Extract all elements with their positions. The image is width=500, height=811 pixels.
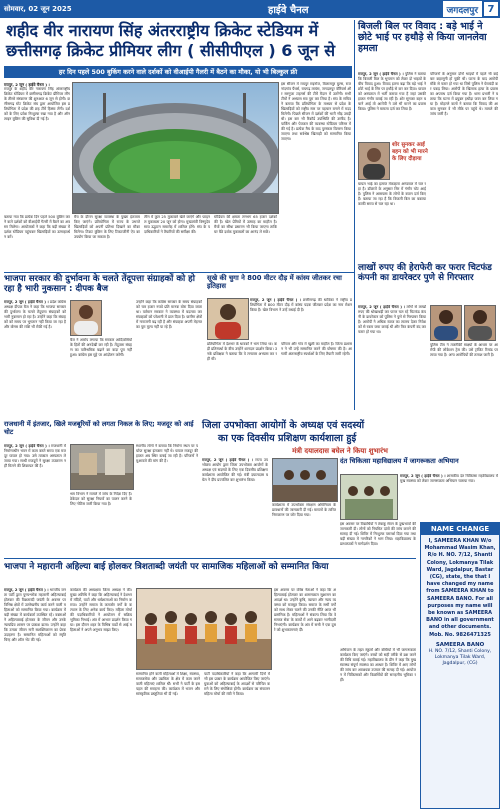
director-photo-2 (464, 305, 496, 341)
story8-body-3: सम्मानित होने वाली महिलाओं में शिक्षा, स्वास्थ्य, समाजसेवा और उद्यमिता के क्षेत्र में काम करने वाली महिलाएं शामिल थीं। सभी ने पार्टी के इस पहल की सराहना की। कार्यक्रम में भजन और सांस्कृतिक प्रस्तुतियां भी दी गईं। (136, 672, 200, 696)
story2-body-2: बैज ने आरोप लगाया कि सरकार आदिवासियों के हितों की अनदेखी कर रही है। तेंदूपत्ता संग्रहण का पारिश्रमिक बढ़ाने का वादा पूरा नहीं हुआ। कांग्रेस इस मुद्दे पर आंदोलन करेगी। (70, 338, 132, 357)
story2-dateline: रायपुर, 2 जून ( हाईवे चैनल ) । (4, 300, 49, 304)
story3-dateline: रायपुर, 2 जून ( हाईवे चैनल ) । (250, 298, 301, 302)
lead-body-3: मैच के दौरान सुरक्षा व्यवस्था के पुख्ता इंतजाम किए जाएंगे। प्रतियोगिता में राज्य के उभरते खिलाड़ियों को अपनी प्रतिभा दिखाने का मौका मिलेगा। टिकट बुकिंग के लिए टिकटजीनी ऐप का उपयोग किया जा सकता है। (74, 215, 140, 239)
story6-body-1: रायपुर, 2 जून ( हाईवे चैनल ) । राज्य उपभोक्ता आयोग द्वारा जिला उपभोक्ता आयोगों के अध्यक्ष एवं सदस्यों के लिए एक दिवसीय प्रशिक्षण कार्यशाला आयोजित की गई। मंत्री दयालदास बघेल ने दीप प्रज्वलित कर शुभारंभ किया। (202, 458, 268, 482)
lead-col-1 (4, 82, 70, 177)
lead-body-5: स्टेडियम की क्षमता लगभग 65 हजार दर्शकों की है। खेल प्रेमियों में उत्साह का माहौल है। मैचों का सीधा प्रसारण भी किया जाएगा ताकि घर बैठे दर्शक मुकाबलों का आनंद ले सकें। (214, 215, 277, 234)
story6-headline-2: का एक दिवसीय प्रशिक्षण कार्यशाला हुई (218, 433, 357, 444)
story6-body-2: कार्यशाला में उपभोक्ता संरक्षण अधिनियम के प्रावधानों की जानकारी दी गई। मामलों के त्वरित निराकरण पर जोर दिया गया। (272, 503, 336, 517)
story5-body-2: श्रम विभाग ने मामले में जांच के निर्देश दिए हैं। ठेकेदार को सुरक्षा नियमों का पालन करने के लिए नोटिस जारी किया गया है। (70, 492, 132, 506)
dental-camp-photo (340, 474, 398, 520)
name-change-notice (420, 522, 500, 809)
lead-body-4: लीग में कुल 25 मुकाबले खेले जाएंगे और फाइनल मुकाबला 20 जून को होगा। मुख्यमंत्री विष्णुदेव साय उद्घाटन समारोह में शामिल होंगे। संघ के पदाधिकारियों ने तैयारियों की समीक्षा की। (144, 215, 210, 234)
issue-date: सोमवार, 02 जून 2025 (4, 4, 72, 13)
felicitation-scene (137, 589, 271, 669)
deepak-baij-photo (70, 300, 102, 336)
athlete-photo (207, 298, 249, 340)
right-top-body-3: घायल भाई का इलाज मेकाहारा अस्पताल में चल रहा है। डॉक्टरों के अनुसार सिर में गंभीर चोट आई है। पुलिस ने आसपास के लोगों के बयान दर्ज किए हैं। बताया जा रहा है कि बिजली बिल का बकाया काफी समय से चल रहा था। (358, 182, 426, 206)
lead-body-2: बताया गया कि प्रत्येक दिन पहले 500 बुकिंग करने वाले दर्शकों को वीआईपी गैलरी में बैठने का अवसर मिलेगा। आयोजकों ने कहा कि बड़ी संख्या में दर्शक स्टेडियम पहुंचकर खिलाड़ियों का उत्साहवर्धन करें। (4, 215, 70, 239)
lead-dateline: रायपुर, 2 जून ( हाईवे चैनल ) । (4, 82, 50, 87)
story6-dateline: रायपुर, 2 जून ( हाईवे चैनल ) । (202, 458, 253, 462)
person-icon (431, 306, 461, 340)
name-change-body: I, SAMEERA KHAN W/o Mohammad Wasim Khan, R/o H. NO. 7/12, Shanti Colony, Lokmanya Tilak Ward, Jagdalpur, Bastar (CG), state, the that I have changed my name from SAMEERA KHAN to SAMEERA BANO. For all purposes my name will be known as SAMEERA BANO in all government and other documents. Mob. No. 9826471325 (424, 538, 496, 638)
story2-body-1: रायपुर, 2 जून ( हाईवे चैनल ) । प्रदेश कांग्रेस अध्यक्ष दीपक बैज ने कहा कि भाजपा सरकार की दुर्भावना के चलते तेंदूपत्ता संग्राहकों को भारी नुकसान हो रहा है। उन्होंने कहा कि संग्राहकों को समय पर भुगतान नहीं किया जा रहा है और बोनस की राशि भी रोकी गई है। (4, 300, 66, 329)
person-icon (71, 301, 101, 335)
person-icon (465, 306, 495, 340)
accused-photo (358, 142, 390, 180)
story4-body-1: रायपुर, 2 जून ( हाईवे चैनल ) । लोगों से लाखों रुपए की धोखाधड़ी कर फरार चल रहे चिटफंड कंपनी के डायरेक्टर को पुलिस ने पुणे से गिरफ्तार किया है। आरोपी ने अधिक ब्याज का लालच देकर निवेशकों से रकम जमा कराई थी और फिर कंपनी बंद कर फरार हो गया था। (358, 305, 426, 334)
story3-body-1: रायपुर, 2 जून ( हाईवे चैनल ) । छत्तीसगढ़ की धाविका ने राष्ट्रीय प्रतियोगिता में 800 मीटर दौड़ में कांस्य पदक जीतकर प्रदेश का नाम रोशन किया है। खेल विभाग ने उन्हें बधाई दी है। (250, 298, 352, 312)
story7-body-3: अभियान के तहत स्कूलों और बस्तियों में भी जागरूकता कार्यक्रम किए जाएंगे। बच्चों को सही तरीके से ब्रश करने की विधि बताई गई। महाविद्यालय के डीन ने कहा कि मुख स्वास्थ्य संपूर्ण स्वास्थ्य का आधार है। शिविर में आए लोगों की जांच कर आवश्यक उपचार की सलाह दी गई। आयोजन में चिकित्सकों और विद्यार्थियों की सराहनीय भूमिका रही। (340, 648, 416, 682)
right-top-callout: शोर सुनकर आई बहन को भी मारने के लिए दौड़ाया (392, 142, 428, 162)
director-photo-1 (430, 305, 462, 341)
athlete-icon (208, 299, 248, 339)
person-icon (359, 143, 389, 179)
right-top-body-1: रायपुर, 2 जून ( हाईवे चैनल ) । पुलिस ने बताया कि बिजली बिल के भुगतान को लेकर दो भाइयों के बीच विवाद हुआ। विवाद इतना बढ़ा कि बड़े भाई ने छोटे भाई के सिर पर हथौड़े से वार कर दिया। घायल को अस्पताल में भर्ती कराया गया है जहां उसकी हालत गंभीर बताई जा रही है। शोर सुनकर बहन बचाने आई तो आरोपी ने उसे भी मारने का प्रयास किया। पुलिस ने मामला दर्ज कर लिया है। (358, 72, 426, 111)
section-divider (4, 558, 416, 559)
lead-headline-1: शहीद वीर नारायण सिंह अंतरराष्ट्रीय क्रिकेट स्टेडियम में (6, 21, 319, 40)
stadium-illustration (73, 83, 278, 213)
workshop-photo (272, 458, 338, 502)
lead-subhead: हर दिन पहले 500 बुकिंग करने वाले दर्शकों को वीआईपी गैलरी में बैठने का मौका, यो भी बिल्कुल फ्री (4, 66, 352, 78)
story4-body-2: पुलिस टीम ने तकनीकी साक्ष्यों के आधार पर आरोपी की लोकेशन ट्रेस की। उसे ट्रांजिट रिमांड पर लाया गया है। अन्य आरोपियों की तलाश जारी है। (430, 343, 498, 357)
story7-dateline: रायपुर, 2 जून ( हाईवे चैनल ) । (400, 474, 446, 478)
lead-body-1: रायपुर के शहीद वीर नारायण सिंह अंतरराष्ट्रीय क्रिकेट स्टेडियम में छत्तीसगढ़ क्रिकेट प्रीमियर लीग के तीसरे संस्करण की शुरुआत 6 जून से होगी। छत्तीसगढ़ स्टेट क्रिकेट संघ द्वारा आयोजित इस प्रतियोगिता में प्रदेश की छह टीमें हिस्सा लेंगी। दर्शकों के लिए प्रवेश निःशुल्क रखा गया है और ऑनलाइन बुकिंग की सुविधा दी गई है। (4, 87, 70, 121)
felicitation-photo (136, 588, 272, 670)
story6-subhead: मंत्री दयालदास बघेल ने किया शुभारंभ (292, 447, 388, 455)
page-number: 7 (484, 2, 498, 16)
workshop-scene (273, 459, 337, 501)
people-group (341, 475, 397, 519)
section-divider (4, 272, 354, 273)
lead-headline-2: छत्तीसगढ़ क्रिकेट प्रीमियर लीग ( सीसीपीएल ) 6 जून से (6, 41, 336, 60)
story8-body-1: रायपुर, 2 जून ( हाईवे चैनल ) । भारतीय जनता पार्टी द्वारा पुण्यश्लोक महारानी अहिल्याबाई होलकर की त्रिशताब्दी जयंती के अवसर पर विभिन्न क्षेत्रों में उल्लेखनीय कार्य करने वाली महिलाओं को सम्मानित किया गया। कार्यक्रम में बड़ी संख्या में कार्यकर्ता उपस्थित रहे। वक्ताओं ने अहिल्याबाई होलकर के जीवन और उनके न्यायप्रिय शासन पर प्रकाश डाला। उन्होंने कहा कि उनका जीवन नारी सशक्तिकरण का प्रेरक उदाहरण है। सम्मानित महिलाओं को स्मृति चिन्ह और शॉल भेंट की गई। (4, 588, 66, 642)
story2-body-3: उन्होंने कहा कि कांग्रेस सरकार के समय संग्राहकों को चार हजार रुपये प्रति मानक बोरा दिया जाता था। वर्तमान सरकार ने व्यवस्था में बदलाव कर संग्राहकों को परेशानी में डाल दिया है। ग्रामीण क्षेत्रों में नाराजगी बढ़ रही है और संग्राहक अपनी मेहनत का पूरा मूल्य नहीं पा रहे हैं। (136, 300, 202, 329)
name-change-signature: SAMEERA BANO (435, 641, 485, 648)
story7-headline: दंत चिकित्सा महाविद्यालय में जागरूकता अभियान (340, 457, 459, 465)
story5-body-3: स्थानीय लोगों ने बताया कि निर्माण स्थल पर पर्याप्त सुरक्षा इंतजाम नहीं थे। घायल मजदूर की हालत अब स्थिर बताई जा रही है। परिजनों ने मुआवजे की मांग की है। (136, 444, 198, 463)
story3-body-2: प्रतियोगिता में देशभर के धावकों ने भाग लिया था। कड़ी प्रतिस्पर्धा के बीच उन्होंने शानदार प्रदर्शन किया। उनके प्रशिक्षक ने बताया कि वे लगातार अभ्यास कर रही थीं। (207, 342, 277, 361)
column-divider (354, 20, 355, 410)
name-change-title: NAME CHANGE (421, 523, 499, 535)
story7-body-2: इस अवसर पर विद्यार्थियों ने तंबाकू सेवन के दुष्प्रभावों की जानकारी दी। लोगों को नियमित दांतों की जांच कराने की सलाह दी गई। शिविर में निःशुल्क परामर्श दिया गया तथा बड़ी संख्या में नागरिकों ने भाग लिया। महाविद्यालय के प्राध्यापकों ने मार्गदर्शन दिया। (340, 522, 416, 546)
story4-dateline: रायपुर, 2 जून ( हाईवे चैनल ) । (358, 305, 405, 309)
story5-photo (70, 444, 134, 490)
story2-headline: भाजपा सरकार की दुर्भावना के चलते तेंदूपत्ता संग्राहकों को हो रहा है भारी नुकसान : दीपक बैज (4, 274, 195, 294)
name-change-address: H. NO. 7/12, Shanti Colony, Lokmanya Tilak Ward, Jagdalpur, (CG) (428, 648, 492, 666)
story5-headline: राजधानी में इंतजार, खिले मजबूरियों को लगता निकल के लिए; मजदूर को आई चोट (4, 420, 194, 436)
story3-headline: सूखे की चुगा ने 800 मीटर दौड़ में कांस्य जीतकर रचा इतिहास (207, 274, 342, 290)
construction-scene (71, 445, 133, 489)
story8-body-5: इस अवसर पर वरिष्ठ नेताओं ने कहा कि अहिल्याबाई होलकर का शासनकाल सुशासन का आदर्श था। उन्होंने कृषि, व्यापार और न्याय व्यवस्था को मजबूत किया। समाज के सभी वर्गों को साथ लेकर चलने की उनकी नीति आज भी प्रासंगिक है। महिलाओं ने संकल्प लिया कि वे समाज सेवा के कार्यों में आगे बढ़कर भागीदारी निभाएंगी। कार्यक्रम के अंत में सभी ने एक दूसरे को शुभकामनाएं दीं। (274, 588, 336, 632)
lead-body-6: इस सीजन में रायपुर राइनोज, बिलासपुर बुल्स, राजनांदगांव पैंथर्स, रायगढ़ लायंस, जगदलपुर वॉरियर्स और सरगुजा टाइगर्स की टीमें मैदान में उतरेंगी। सभी टीमों ने अभ्यास सत्र पूरा कर लिया है। संघ के सचिव ने बताया कि प्रतियोगिता के माध्यम से प्रदेश के खिलाड़ियों को राष्ट्रीय स्तर पर पहचान बनाने में मदद मिलेगी। पिछले सीजन में दर्शकों की भारी भीड़ उमड़ी थी। इस बार भी रिकॉर्ड उपस्थिति की उम्मीद है। पार्किंग और पेयजल की व्यवस्था स्टेडियम परिसर में की गई है। प्रत्येक मैच के बाद पुरस्कार वितरण किया जाएगा तथा सर्वश्रेष्ठ खिलाड़ी को सम्मानित किया जाएगा। (281, 82, 351, 141)
story3-body-3: परिवार और गांव में खुशी का माहौल है। जिला प्रशासन ने भी उन्हें सम्मानित करने की घोषणा की है। आगामी अंतरराष्ट्रीय स्पर्धाओं के लिए तैयारी जारी रहेगी। (281, 342, 352, 356)
right-top-body-2: परिजनों के अनुसार दोनों भाइयों में पहले भी कई बार कहासुनी हो चुकी थी। घटना के बाद आरोपी मौके से फरार हो गया था जिसे पुलिस ने घेराबंदी कर पकड़ लिया। आरोपी के खिलाफ हत्या के प्रयास का अपराध दर्ज किया गया है। थाना प्रभारी ने बताया कि घटना में प्रयुक्त हथौड़ा जब्त कर लिया गया है। मोहल्ले वालों ने बताया कि विवाद की आवाज सुनकर वे भी मौके पर पहुंचे थे। मामले की जांच जारी है। (430, 72, 498, 116)
masthead (0, 0, 500, 18)
story8-body-2: कार्यक्रम की अध्यक्षता जिला अध्यक्ष ने की। मुख्य अतिथि ने कहा कि अहिल्याबाई ने देशभर में मंदिरों, घाटों और धर्मशालाओं का निर्माण कराया। उन्होंने समाज के कमजोर वर्गों के कल्याण के लिए अनेक कार्य किए। महिला मोर्चा की पदाधिकारियों ने आयोजन में सक्रिय भूमिका निभाई। अंत में आभार प्रदर्शन किया गया। इस दौरान शहर के विभिन्न वार्डों से आई महिलाओं ने अपने अनुभव साझा किए। (70, 588, 132, 632)
story6-headline-1: जिला उपभोक्ता आयोगों के अध्यक्ष एवं सदस्यों (202, 420, 365, 431)
right-top-dateline: रायपुर, 2 जून ( हाईवे चैनल ) । (358, 72, 404, 76)
stadium-photo (72, 82, 279, 214)
story8-headline: भाजपा ने महारानी अहिल्या बाई होलकर त्रिशताब्दी जयंती पर सामाजिक महिलाओं को सम्मानित किया (4, 562, 329, 572)
story5-body-1: रायपुर, 2 जून ( हाईवे चैनल ) । राजधानी में निर्माणाधीन भवन में काम करते समय एक मजदूर घायल हो गया। उसे तत्काल अस्पताल ले जाया गया। साथी मजदूरों ने सुरक्षा उपकरण नहीं मिलने की शिकायत की है। (4, 444, 66, 468)
story4-headline: लाखों रुपए की हेराफेरी कर फरार चिटफंड कंपनी का डायरेक्टर पुणे से गिरफ्तार (358, 263, 492, 284)
story8-body-4: पार्टी पदाधिकारियों ने कहा कि आगामी दिनों में भी इस प्रकार के कार्यक्रम आयोजित किए जाएंगे। युवाओं को अहिल्याबाई के आदर्शों से परिचित कराने के लिए संगोष्ठियां होंगी। कार्यक्रम का संचालन महिला मोर्चा की मंत्री ने किया। (204, 672, 270, 696)
edition-city: जगदलपुर (443, 1, 482, 17)
story7-body-1: रायपुर, 2 जून ( हाईवे चैनल ) । शासकीय दंत चिकित्सा महाविद्यालय में मुख स्वास्थ्य को लेकर जागरूकता अभियान चलाया गया। (400, 474, 498, 483)
newspaper-name: हाईवे चैनल (268, 5, 309, 16)
story8-dateline: रायपुर, 2 जून ( हाईवे चैनल ) । (4, 588, 49, 592)
right-top-headline: बिजली बिल पर विवाद : बड़े भाई ने छोटे भाई पर हथौड़े से किया जानलेवा हमला (358, 21, 487, 54)
story5-dateline: रायपुर, 2 जून ( हाईवे चैनल ) । (4, 444, 50, 448)
